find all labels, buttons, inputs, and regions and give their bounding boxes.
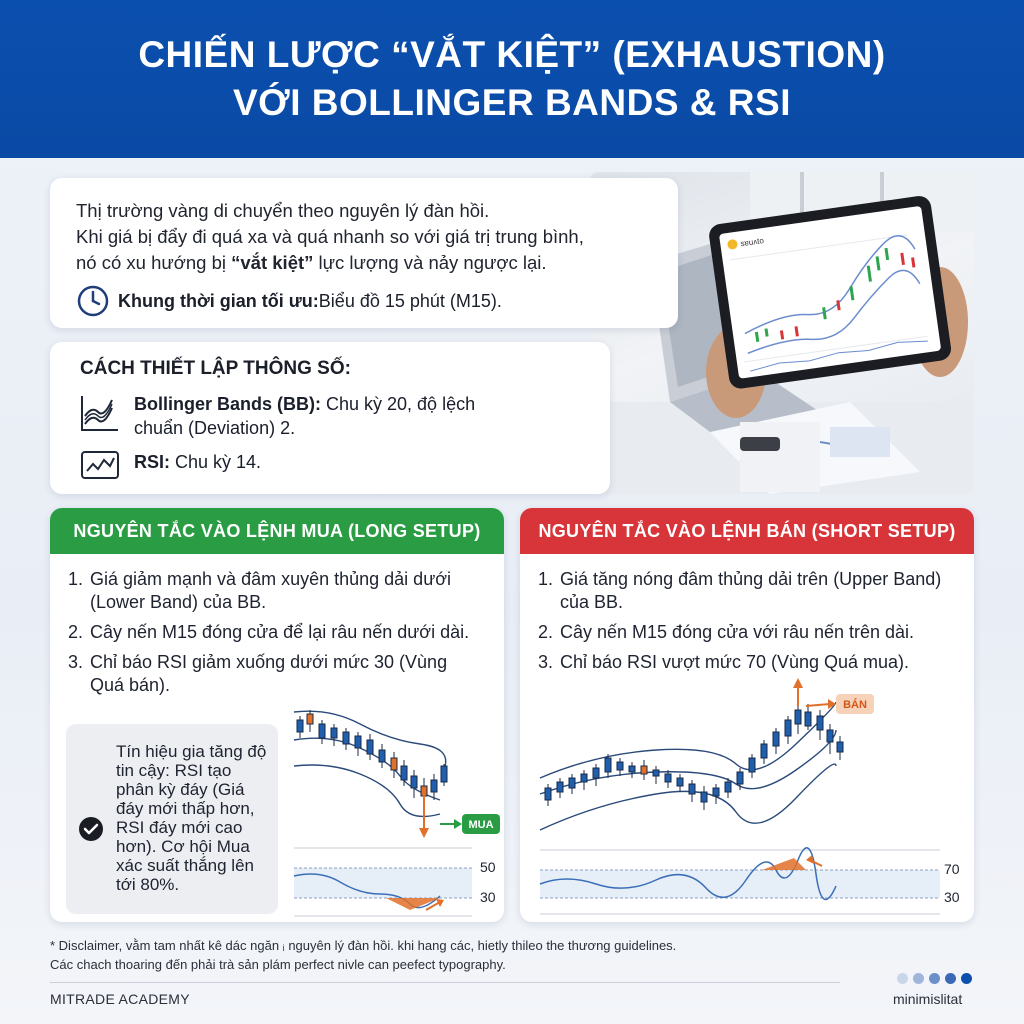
list-text: Chỉ báo RSI giảm xuống dưới mức 30 (Vùng Quá bán). (90, 652, 448, 695)
short-rules-list (520, 554, 974, 674)
footer-right-text: minimislitat (893, 991, 963, 1007)
intro-line-3-bold: “vắt kiệt” (231, 252, 314, 273)
intro-card (50, 178, 678, 328)
list-number: 1. (538, 569, 554, 589)
intro-line-3-pre: nó có xu hướng bị (76, 252, 232, 273)
clock-icon (76, 284, 110, 318)
sell-tag: BÁN (843, 699, 867, 711)
disclaimer-line-2: Các chach thoaring đến phải trà sản plám perfect nivle can peefect typography. (50, 957, 506, 972)
rsi-level-upper: 50 (480, 859, 496, 875)
param-bb-value-1: Chu kỳ 20, độ lệch (321, 394, 476, 414)
dot (897, 973, 908, 984)
page-title-line-2: VỚI BOLLINGER BANDS & RSI (233, 82, 791, 123)
rsi-level-lower: 30 (944, 889, 960, 905)
footer-brand: MITRADE ACADEMY (50, 991, 190, 1007)
param-rsi-text (134, 450, 261, 474)
bollinger-bands-icon (80, 392, 120, 432)
long-rules-list (50, 554, 504, 697)
list-item (68, 651, 484, 697)
long-price-chart (290, 704, 504, 922)
list-item (68, 621, 484, 644)
list-number: 2. (68, 622, 84, 642)
param-rsi-value: Chu kỳ 14. (170, 452, 262, 472)
list-item (538, 651, 954, 674)
dot (929, 973, 940, 984)
short-price-chart (536, 674, 972, 920)
params-title: CÁCH THIẾT LẬP THÔNG SỐ: (80, 358, 351, 379)
list-text: Chỉ báo RSI vượt mức 70 (Vùng Quá mua). (560, 652, 910, 672)
short-setup-title: NGUYÊN TẮC VÀO LỆNH BÁN (SHORT SETUP) (520, 508, 974, 554)
timeframe-value: Biểu đồ 15 phút (M15). (318, 290, 502, 311)
signal-box (66, 724, 278, 914)
list-item (538, 568, 954, 614)
intro-line-1: Thị trường vàng di chuyển theo nguyên lý đàn hồi. (76, 200, 490, 221)
list-text: Cây nến M15 đóng cửa với râu nến trên dài. (560, 622, 915, 642)
params-card (50, 342, 610, 494)
timeframe-label: Khung thời gian tối ưu: (118, 290, 319, 311)
pagination-dots (897, 973, 972, 984)
param-rsi-row (80, 450, 580, 480)
list-item (68, 568, 484, 614)
param-bb-value-2: chuẩn (Deviation) 2. (134, 418, 296, 438)
signal-text: Tín hiệu gia tăng độ tin cậy: RSI tạo phân kỳ đáy (Giá đáy mới thấp hơn, RSI đáy mới cao hơn). Cơ hội Mua xác suất thắng lên tới 80%. (116, 742, 267, 894)
dot (913, 973, 924, 984)
list-number: 3. (68, 652, 84, 672)
list-number: 3. (538, 652, 554, 672)
dot (961, 973, 972, 984)
list-text: Giá giảm mạnh và đâm xuyên thủng dải dưới (Lower Band) của BB. (90, 569, 452, 612)
param-bb-label: Bollinger Bands (BB): (134, 394, 321, 414)
list-text: Giá tăng nóng đâm thủng dải trên (Upper Band) của BB. (560, 569, 942, 612)
list-number: 1. (68, 569, 84, 589)
param-bb-text (134, 392, 475, 440)
param-rsi-label: RSI: (134, 452, 170, 472)
short-setup-card (520, 508, 974, 922)
list-number: 2. (538, 622, 554, 642)
dot (945, 973, 956, 984)
tablet-brand-text: sɐuʌto (739, 236, 765, 249)
rsi-level-lower: 30 (480, 889, 496, 905)
buy-tag: MUA (468, 819, 494, 831)
param-bb-row (80, 392, 580, 440)
long-setup-title: NGUYÊN TẮC VÀO LỆNH MUA (LONG SETUP) (50, 508, 504, 554)
page-header (0, 0, 1024, 158)
list-text: Cây nến M15 đóng cửa để lại râu nến dưới dài. (90, 622, 470, 642)
disclaimer-line-1: * Disclaimer, vằm tam nhất kê dác ngăn ᵢ nguyên lý đàn hồi. khi hang các, hietly thileo the thương guidelines. (50, 938, 677, 953)
page-title-line-1: CHIẾN LƯỢC “VẮT KIỆT” (EXHAUSTION) (138, 34, 886, 75)
check-circle-icon (78, 816, 104, 842)
long-setup-card (50, 508, 504, 922)
rsi-icon (80, 450, 120, 480)
rsi-level-upper: 70 (944, 861, 960, 877)
intro-paragraph (76, 198, 652, 276)
intro-line-2: Khi giá bị đẩy đi quá xa và quá nhanh so với giá trị trung bình, (76, 226, 584, 247)
intro-line-3-post: lực lượng và nảy ngược lại. (313, 252, 547, 273)
list-item (538, 621, 954, 644)
footer-divider (50, 982, 840, 983)
timeframe-row (76, 284, 652, 318)
disclaimer (50, 936, 980, 974)
